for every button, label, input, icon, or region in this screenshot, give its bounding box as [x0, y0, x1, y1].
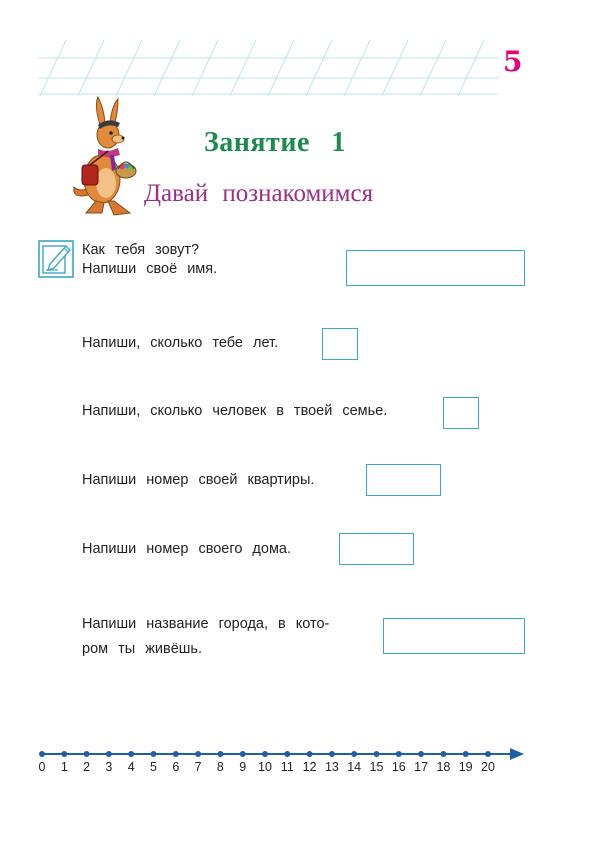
- question-city-line2: ром ты живёшь.: [82, 641, 202, 657]
- number-line-label: 0: [38, 760, 46, 774]
- question-house: Напиши номер своего дома.: [82, 541, 292, 557]
- header-ruled-lines: [38, 38, 498, 98]
- lesson-subtitle: Давай познакомимся: [144, 180, 374, 207]
- number-line-label: 17: [414, 760, 429, 774]
- lesson-title: Занятие 1: [204, 127, 346, 158]
- page-number: 5: [503, 45, 523, 78]
- number-line-dot: [418, 751, 424, 757]
- number-line-dot: [39, 751, 45, 757]
- number-line-label: 2: [83, 760, 91, 774]
- number-line-label: 14: [347, 760, 362, 774]
- number-line-label: 13: [324, 760, 339, 774]
- number-line-label: 5: [150, 760, 157, 774]
- pencil-writing-icon: [38, 240, 74, 278]
- number-line-dot: [307, 751, 313, 757]
- number-line-label: 16: [391, 760, 406, 774]
- number-line-dot: [240, 751, 246, 757]
- number-line-dot: [128, 751, 134, 757]
- number-line-label: 11: [280, 760, 294, 774]
- number-line-label: 4: [127, 760, 135, 774]
- question-city-line1: Напиши название города, в кото-: [82, 616, 330, 632]
- question-apartment: Напиши номер своей квартиры.: [82, 472, 315, 488]
- question-name-line1: Как тебя зовут?: [82, 242, 200, 258]
- number-line-dot: [351, 751, 357, 757]
- number-line-dot: [485, 751, 491, 757]
- number-line-dot: [262, 751, 268, 757]
- number-line-dot: [173, 751, 179, 757]
- number-line-label: 1: [60, 760, 68, 774]
- number-line-dot: [440, 751, 446, 757]
- number-line-label: 3: [105, 760, 113, 774]
- number-line-label: 18: [436, 760, 451, 774]
- number-line-label: 8: [216, 760, 224, 774]
- number-line-label: 19: [458, 760, 473, 774]
- number-line-dot: [284, 751, 290, 757]
- number-line-dot: [374, 751, 380, 757]
- family-input-box[interactable]: [443, 397, 479, 429]
- city-input-box[interactable]: [383, 618, 525, 654]
- number-line-dot: [195, 751, 201, 757]
- kangaroo-mascot-icon: [68, 95, 144, 217]
- number-line-dot: [106, 751, 112, 757]
- name-input-box[interactable]: [346, 250, 525, 286]
- question-age: Напиши, сколько тебе лет.: [82, 335, 279, 351]
- number-line-dot: [61, 751, 67, 757]
- number-line-label: 10: [258, 760, 272, 774]
- house-input-box[interactable]: [339, 533, 414, 565]
- age-input-box[interactable]: [322, 328, 358, 360]
- number-line-label: 15: [369, 760, 384, 774]
- number-line-dot: [463, 751, 469, 757]
- number-line-label: 6: [172, 760, 180, 774]
- number-line-dot: [329, 751, 335, 757]
- number-line-dot: [217, 751, 223, 757]
- number-line-label: 20: [481, 760, 495, 774]
- number-line-dot: [396, 751, 402, 757]
- question-name-line2: Напиши своё имя.: [82, 261, 218, 277]
- number-line-dot: [84, 751, 90, 757]
- apartment-input-box[interactable]: [366, 464, 441, 496]
- question-family: Напиши, сколько человек в твоей семье.: [82, 403, 388, 419]
- number-line-label: 7: [194, 760, 202, 774]
- number-line-label: 9: [239, 760, 247, 774]
- number-line-label: 12: [302, 760, 317, 774]
- number-line-dot: [151, 751, 157, 757]
